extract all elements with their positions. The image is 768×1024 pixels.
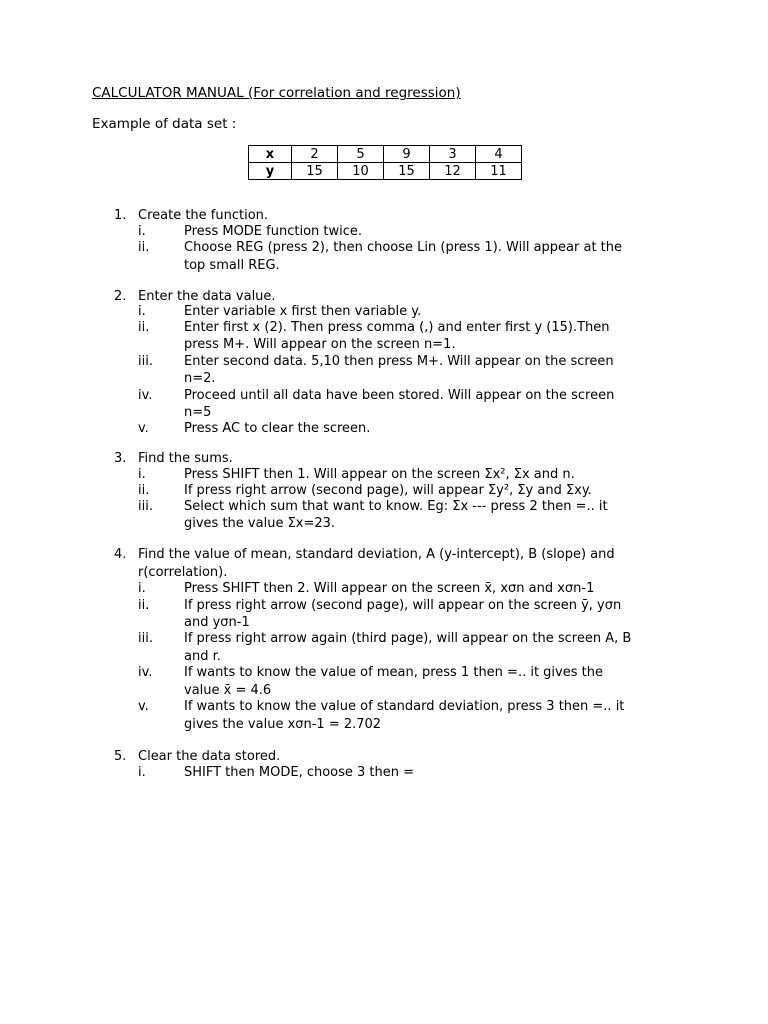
table-header-y: y: [249, 163, 292, 180]
substep-text: If press right arrow (second page), will appear on the screen ȳ, yσn: [184, 598, 622, 613]
step-heading: Create the function.: [138, 208, 269, 223]
substep-text: n=2.: [184, 371, 216, 386]
substep-number: v.: [138, 699, 149, 714]
substep-text: If press right arrow (second page), will appear Σy², Σy and Σxy.: [184, 483, 592, 498]
data-set-table: [248, 145, 522, 180]
substep-number: i.: [138, 304, 146, 319]
step-heading-continued: r(correlation).: [138, 565, 228, 580]
substep-number: iv.: [138, 665, 153, 680]
substep-text: If press right arrow again (third page), will appear on the screen A, B: [184, 631, 632, 646]
substep-text: Select which sum that want to know. Eg: Σx --- press 2 then =.. it: [184, 499, 608, 514]
substep-number: ii.: [138, 320, 150, 335]
substep-number: iv.: [138, 388, 153, 403]
substep-number: iii.: [138, 499, 153, 514]
substep-text: Choose REG (press 2), then choose Lin (press 1). Will appear at the: [184, 240, 623, 255]
table-cell: 4: [476, 146, 522, 163]
substep-text: and r.: [184, 649, 221, 664]
table-cell: 10: [338, 163, 384, 180]
table-row: [249, 163, 522, 180]
step-number: 2.: [114, 289, 127, 304]
table-cell: 3: [430, 146, 476, 163]
substep-text: value x̄ = 4.6: [184, 683, 272, 698]
table-cell: 12: [430, 163, 476, 180]
intro-text: Example of data set :: [92, 116, 237, 132]
substep-text: Press AC to clear the screen.: [184, 421, 371, 436]
substep-text: gives the value xσn-1 = 2.702: [184, 717, 382, 732]
substep-text: Press SHIFT then 2. Will appear on the screen x̄, xσn and xσn-1: [184, 581, 595, 596]
step-number: 4.: [114, 547, 127, 562]
document-title: CALCULATOR MANUAL (For correlation and regression): [92, 85, 461, 101]
step-number: 3.: [114, 451, 127, 466]
substep-number: ii.: [138, 240, 150, 255]
substep-number: iii.: [138, 631, 153, 646]
step-heading: Clear the data stored.: [138, 749, 281, 764]
table-header-x: x: [249, 146, 292, 163]
substep-number: v.: [138, 421, 149, 436]
table-cell: 11: [476, 163, 522, 180]
step-number: 5.: [114, 749, 127, 764]
substep-number: ii.: [138, 598, 150, 613]
table-cell: 2: [292, 146, 338, 163]
substep-text: Enter variable x first then variable y.: [184, 304, 422, 319]
substep-text: If wants to know the value of mean, press 1 then =.. it gives the: [184, 665, 603, 680]
substep-text: SHIFT then MODE, choose 3 then =: [184, 765, 415, 780]
substep-text: If wants to know the value of standard deviation, press 3 then =.. it: [184, 699, 625, 714]
substep-number: ii.: [138, 483, 150, 498]
table-cell: 9: [384, 146, 430, 163]
substep-text: gives the value Σx=23.: [184, 516, 336, 531]
substep-number: i.: [138, 224, 146, 239]
substep-text: n=5: [184, 405, 212, 420]
table-cell: 15: [384, 163, 430, 180]
substep-text: top small REG.: [184, 258, 280, 273]
substep-text: Proceed until all data have been stored. Will appear on the screen: [184, 388, 615, 403]
step-number: 1.: [114, 208, 127, 223]
substep-text: Press SHIFT then 1. Will appear on the screen Σx², Σx and n.: [184, 467, 575, 482]
substep-number: i.: [138, 467, 146, 482]
substep-number: i.: [138, 765, 146, 780]
step-heading: Find the value of mean, standard deviation, A (y-intercept), B (slope) and: [138, 547, 615, 562]
substep-text: and yσn-1: [184, 615, 250, 630]
substep-text: Enter second data. 5,10 then press M+. Will appear on the screen: [184, 354, 614, 369]
substep-text: press M+. Will appear on the screen n=1.: [184, 337, 456, 352]
substep-number: iii.: [138, 354, 153, 369]
table-cell: 5: [338, 146, 384, 163]
substep-number: i.: [138, 581, 146, 596]
step-heading: Enter the data value.: [138, 289, 276, 304]
substep-text: Enter first x (2). Then press comma (,) and enter first y (15).Then: [184, 320, 610, 335]
table-row: [249, 146, 522, 163]
substep-text: Press MODE function twice.: [184, 224, 363, 239]
step-heading: Find the sums.: [138, 451, 233, 466]
table-cell: 15: [292, 163, 338, 180]
